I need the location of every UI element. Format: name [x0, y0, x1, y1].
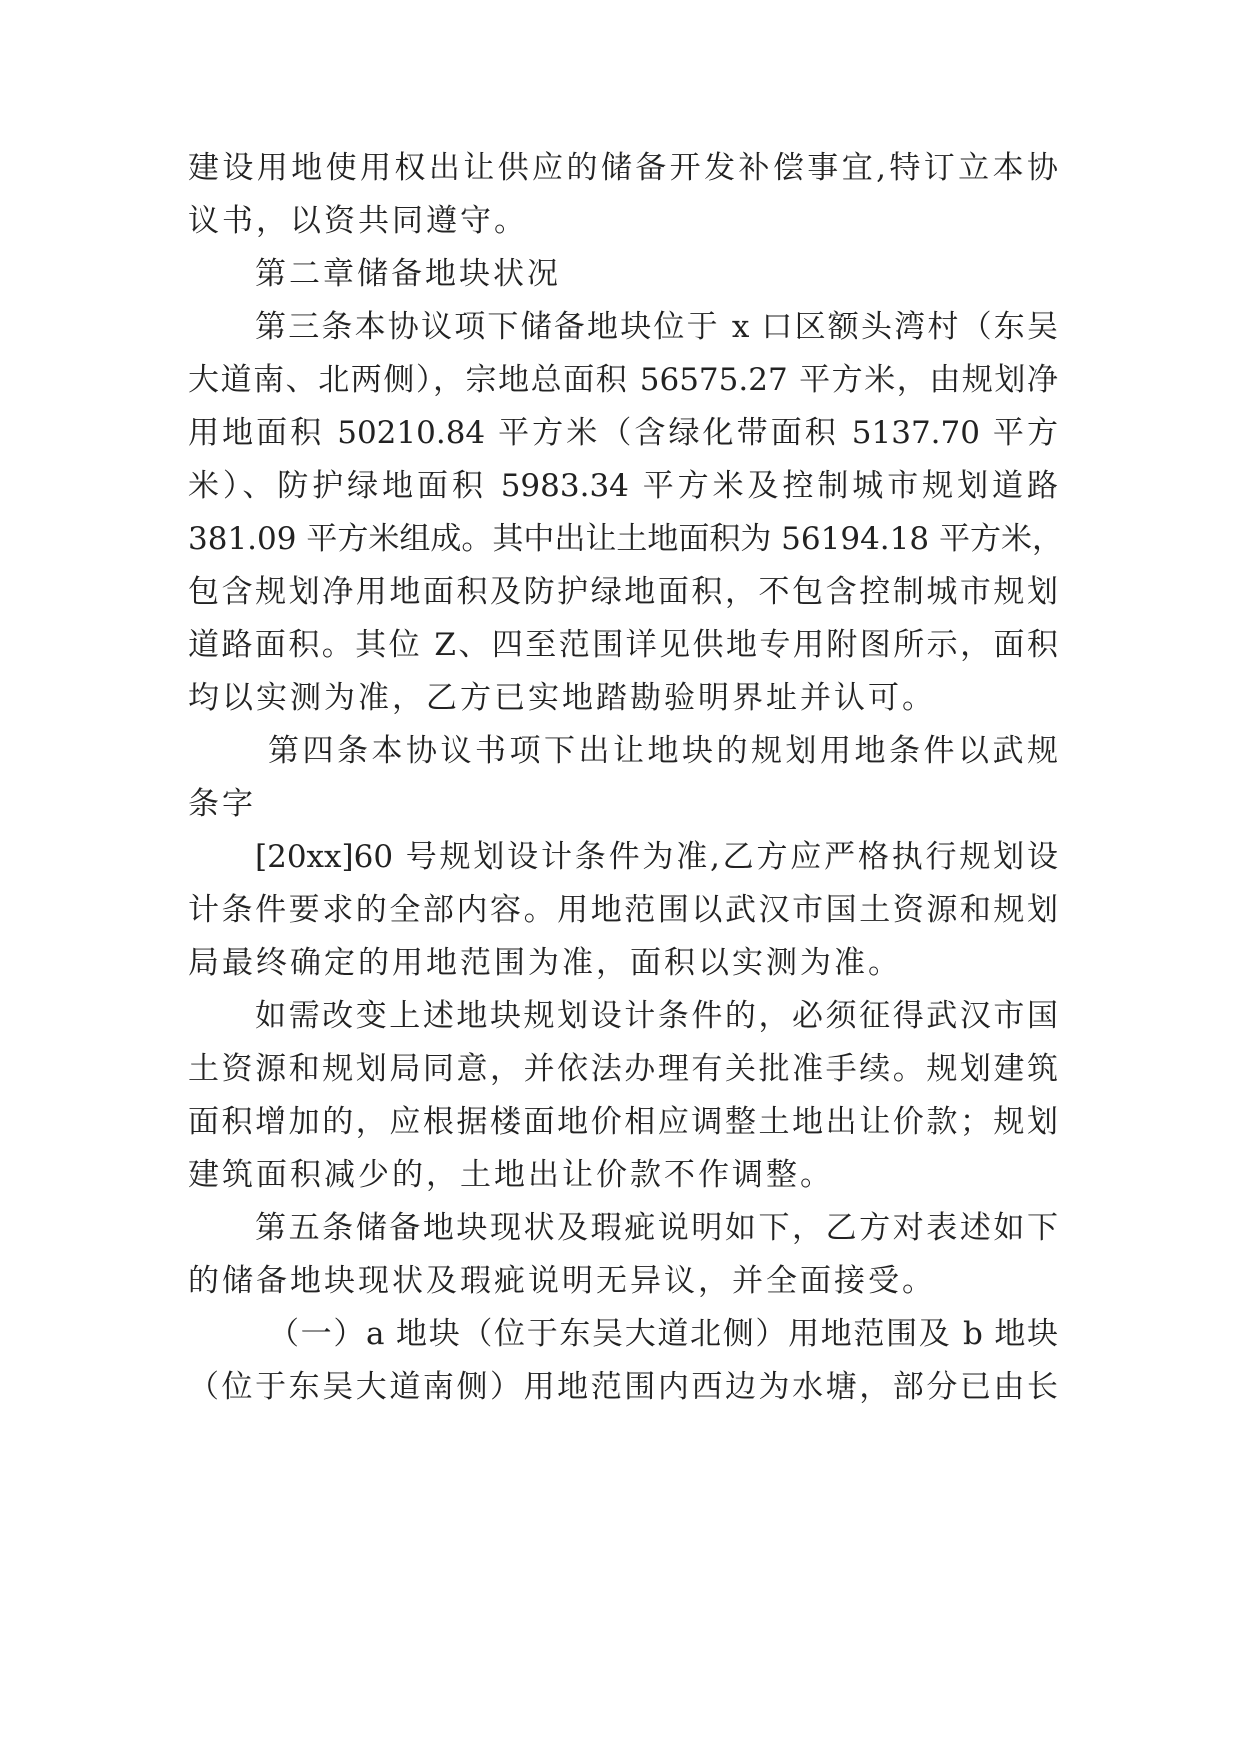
section-heading: 第二章储备地块状况: [255, 256, 561, 292]
paragraph-line: （一）a 地块（位于东吴大道北侧）用地范围及 b 地块: [268, 1316, 1058, 1352]
paragraph-line: 道路面积。其位 Z、四至范围详见供地专用附图所示，面积: [188, 627, 1058, 663]
paragraph-line: 第四条本协议书项下出让地块的规划用地条件以武规: [268, 733, 1058, 769]
paragraph-line: 建筑面积减少的，土地出让价款不作调整。: [188, 1157, 834, 1193]
paragraph-line: 议书，以资共同遵守。: [188, 203, 528, 239]
paragraph-line: 381.09 平方米组成。其中出让土地面积为 56194.18 平方米，: [188, 521, 1063, 557]
paragraph-line: 均以实测为准，乙方已实地踏勘验明界址并认可。: [188, 680, 936, 716]
paragraph-line: 的储备地块现状及瑕疵说明无异议，并全面接受。: [188, 1263, 936, 1299]
paragraph-line: 第五条储备地块现状及瑕疵说明如下，乙方对表述如下: [255, 1210, 1058, 1246]
paragraph-line: 用地面积 50210.84 平方米（含绿化带面积 5137.70 平方: [188, 415, 1058, 451]
paragraph-line: 计条件要求的全部内容。用地范围以武汉市国土资源和规划: [188, 892, 1058, 928]
paragraph-line: 如需改变上述地块规划设计条件的，必须征得武汉市国: [255, 998, 1058, 1034]
paragraph-line: 条字: [188, 786, 256, 822]
paragraph-line: [20xx]60 号规划设计条件为准,乙方应严格执行规划设: [255, 839, 1058, 875]
paragraph-line: 大道南、北两侧），宗地总面积 56575.27 平方米，由规划净: [188, 362, 1058, 398]
paragraph-line: 第三条本协议项下储备地块位于 x 口区额头湾村（东吴: [255, 309, 1058, 345]
paragraph-line: 包含规划净用地面积及防护绿地面积，不包含控制城市规划: [188, 574, 1058, 610]
paragraph-line: 面积增加的，应根据楼面地价相应调整土地出让价款；规划: [188, 1104, 1058, 1140]
paragraph-line: 土资源和规划局同意，并依法办理有关批准手续。规划建筑: [188, 1051, 1058, 1087]
paragraph-line: 局最终确定的用地范围为准，面积以实测为准。: [188, 945, 902, 981]
paragraph-line: 建设用地使用权出让供应的储备开发补偿事宜,特订立本协: [188, 150, 1058, 186]
paragraph-line: （位于东吴大道南侧）用地范围内西边为水塘，部分已由长: [188, 1369, 1058, 1405]
paragraph-line: 米）、防护绿地面积 5983.34 平方米及控制城市规划道路: [188, 468, 1058, 504]
